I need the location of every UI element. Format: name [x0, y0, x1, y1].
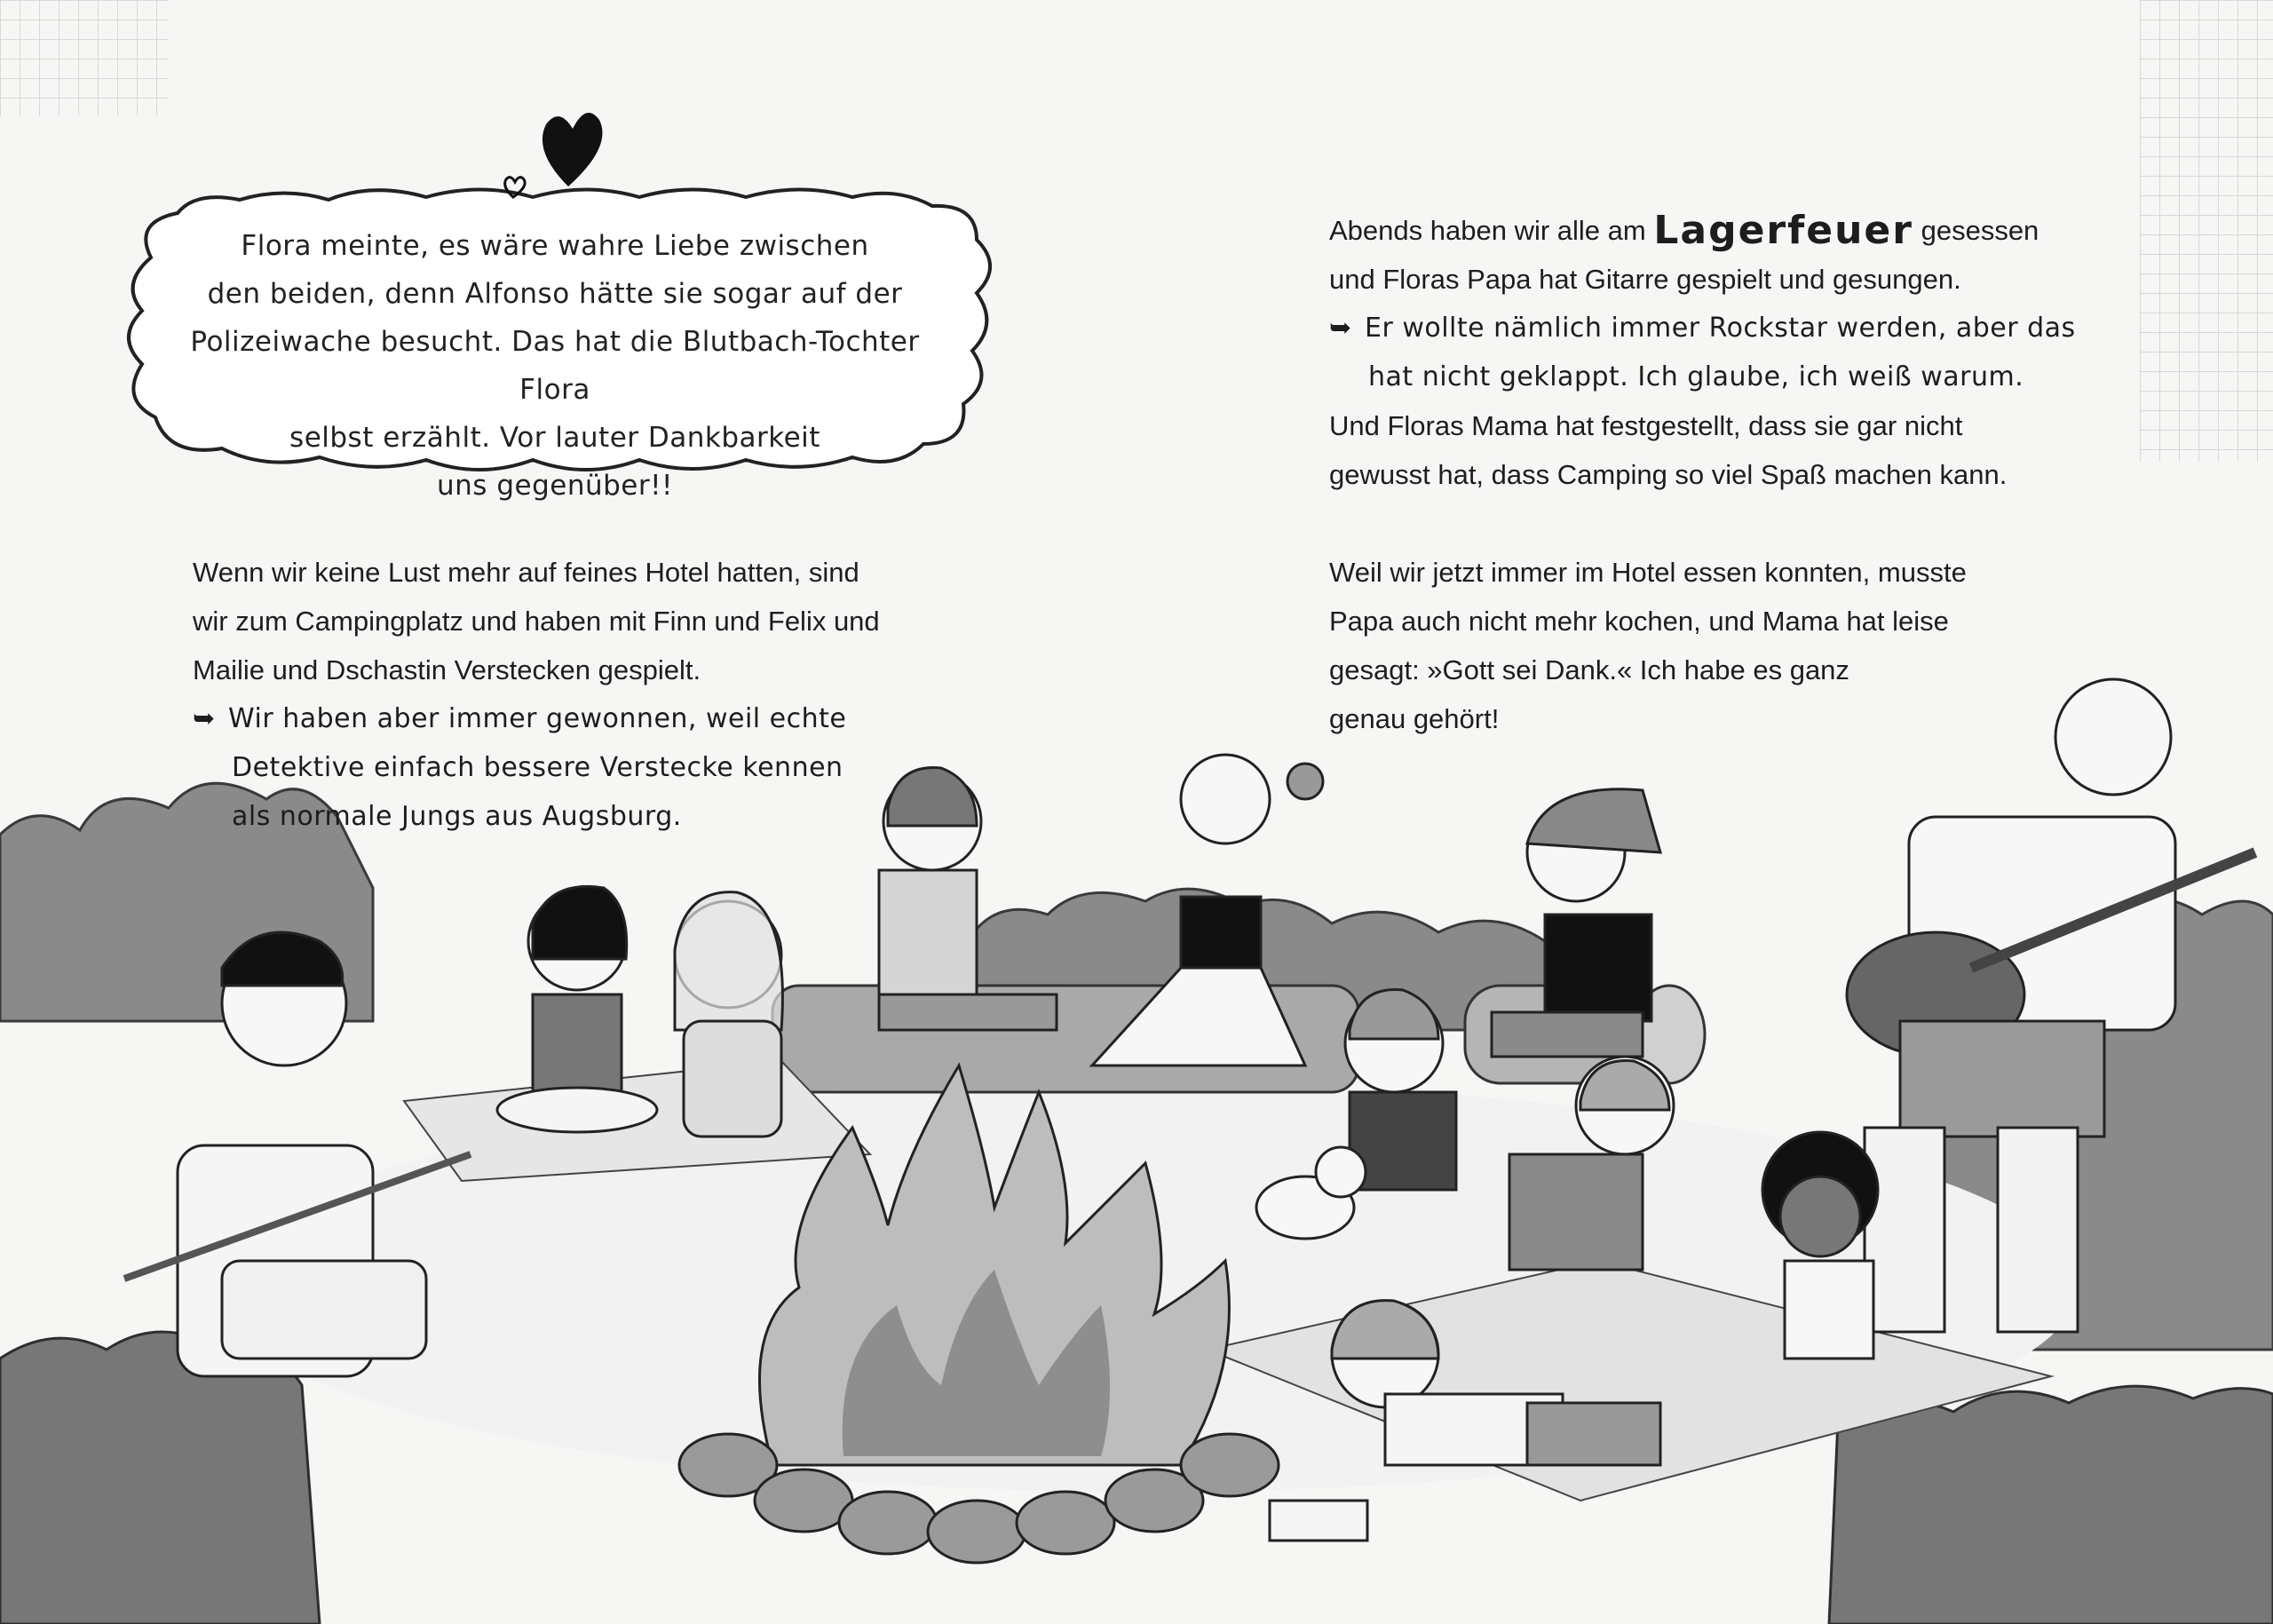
cloud-line: den beiden, denn Alfonso hätte sie sogar auf der: [207, 278, 903, 310]
paragraph-line: Papa auch nicht mehr kochen, und Mama hat leise: [1329, 606, 1949, 637]
note-line: ➥ Wir haben aber immer gewonnen, weil echte: [193, 694, 880, 743]
heart-icon: [543, 113, 603, 186]
cloud-line: Polizeiwache besucht. Das hat die Blutbach-Tochter Flora: [190, 326, 920, 406]
cloud-line: Flora meinte, es wäre wahre Liebe zwischen: [241, 230, 869, 262]
note-line: als normale Jungs aus Augsburg.: [232, 801, 682, 832]
girl-with-knit-hat: [1492, 789, 1660, 1057]
paragraph-line: gesagt: »Gott sei Dank.« Ich habe es ganz: [1329, 654, 1849, 685]
girl-with-sausage: [497, 886, 657, 1132]
arrow-icon: ➥: [193, 703, 216, 734]
paragraph-line: Weil wir jetzt immer im Hotel essen konnten, musste: [1329, 557, 1967, 588]
left-paragraph: [193, 548, 880, 841]
cloud-line: uns gegenüber!!: [437, 470, 673, 502]
cloud-line: selbst erzählt. Vor lauter Dankbarkeit: [289, 422, 820, 454]
paragraph-line: Wenn wir keine Lust mehr auf feines Hotel hatten, sind: [193, 557, 859, 588]
note-line: Detektive einfach bessere Verstecke kennen: [232, 752, 843, 783]
spacer: [1329, 499, 2076, 548]
right-paragraph: [1329, 206, 2076, 743]
speech-cloud-text: [155, 222, 954, 510]
blonde-girl: [675, 892, 782, 1137]
paragraph-line: wir zum Campingplatz und haben mit Finn und Felix und: [193, 606, 880, 637]
arrow-icon: ➥: [1329, 313, 1352, 344]
paragraph-line: gewusst hat, dass Camping so viel Spaß machen kann.: [1329, 459, 2008, 490]
note-line: hat nicht geklappt. Ich glaube, ich weiß warum.: [1368, 361, 2024, 392]
paragraph-line: und Floras Papa hat Gitarre gespielt und gesungen.: [1329, 264, 1961, 295]
paragraph-line: Mailie und Dschastin Verstecken gespielt.: [193, 654, 701, 685]
paragraph-line: genau gehört!: [1329, 703, 1500, 734]
paragraph-line: Und Floras Mama hat festgestellt, dass sie gar nicht: [1329, 410, 1963, 441]
paragraph-line: Abends haben wir alle am Lagerfeuer gesessen: [1329, 208, 2039, 253]
lagerfeuer-emphasis: Lagerfeuer: [1653, 208, 1913, 253]
note-line: ➥ Er wollte nämlich immer Rockstar werden, aber das: [1329, 304, 2076, 353]
